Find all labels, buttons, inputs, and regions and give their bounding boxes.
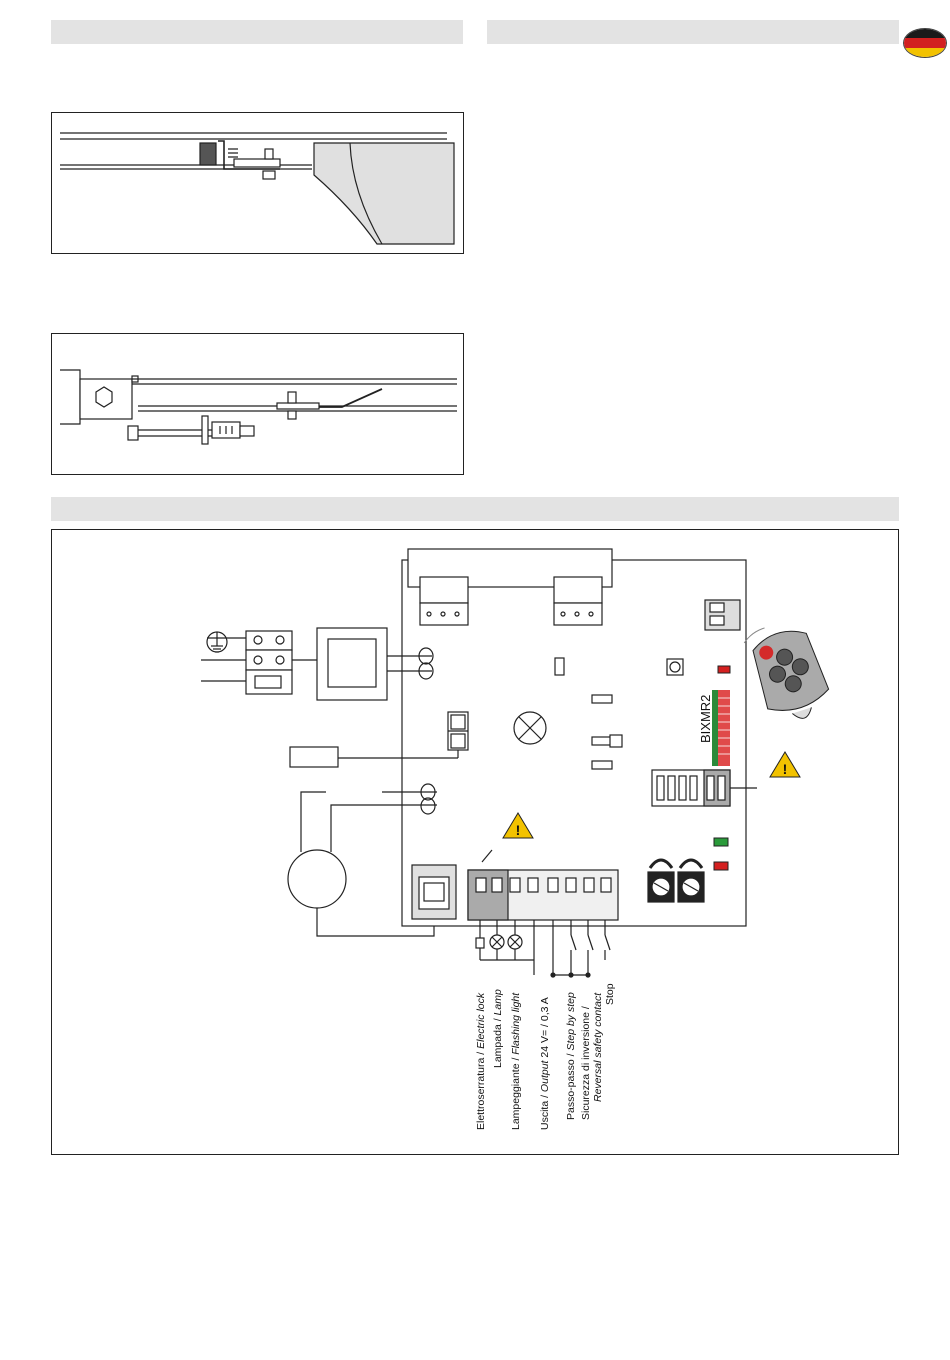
led-green (714, 838, 728, 846)
section-header-bar-left (51, 20, 463, 44)
svg-text:!: ! (782, 761, 788, 777)
remote-control-icon (742, 615, 835, 729)
terminal-label-output: Uscita / Output 24 V= / 0,3 A (539, 997, 551, 1130)
door-arm-drawing (52, 334, 463, 474)
section-header-bar-right (487, 20, 899, 44)
receiver-label: BIXMR2 (698, 694, 713, 743)
figure-rail-bracket (51, 112, 464, 254)
language-flag-icon (903, 28, 947, 58)
wiring-diagram-drawing (52, 530, 898, 1154)
flag-stripe-red (904, 38, 946, 47)
svg-text:!: ! (515, 822, 521, 838)
section-header-bar-wiring (51, 497, 899, 521)
figure-wiring-diagram (51, 529, 899, 1155)
figure-door-arm (51, 333, 464, 475)
terminal-label-reversal-safety: Sicurezza di inversione / (580, 1006, 592, 1120)
flag-stripe-yellow (904, 48, 946, 57)
flag-stripe-black (904, 29, 946, 38)
terminal-label-reversal-safety-contact: Reversal safety contact (592, 992, 604, 1102)
led-red-bottom (714, 862, 728, 870)
terminal-label-electric-lock: Elettroserratura / Electric lock (475, 992, 487, 1130)
terminal-label-lamp: Lampada / Lamp (492, 989, 504, 1068)
terminal-label-flashing-light: Lampeggiante / Flashing light (510, 992, 522, 1130)
led-red-top (718, 666, 730, 673)
terminal-label-step-by-step: Passo-passo / Step by step (565, 992, 577, 1120)
terminal-label-stop: Stop (604, 983, 616, 1005)
warning-icon-remote (770, 752, 800, 777)
rail-bracket-drawing (52, 113, 463, 253)
